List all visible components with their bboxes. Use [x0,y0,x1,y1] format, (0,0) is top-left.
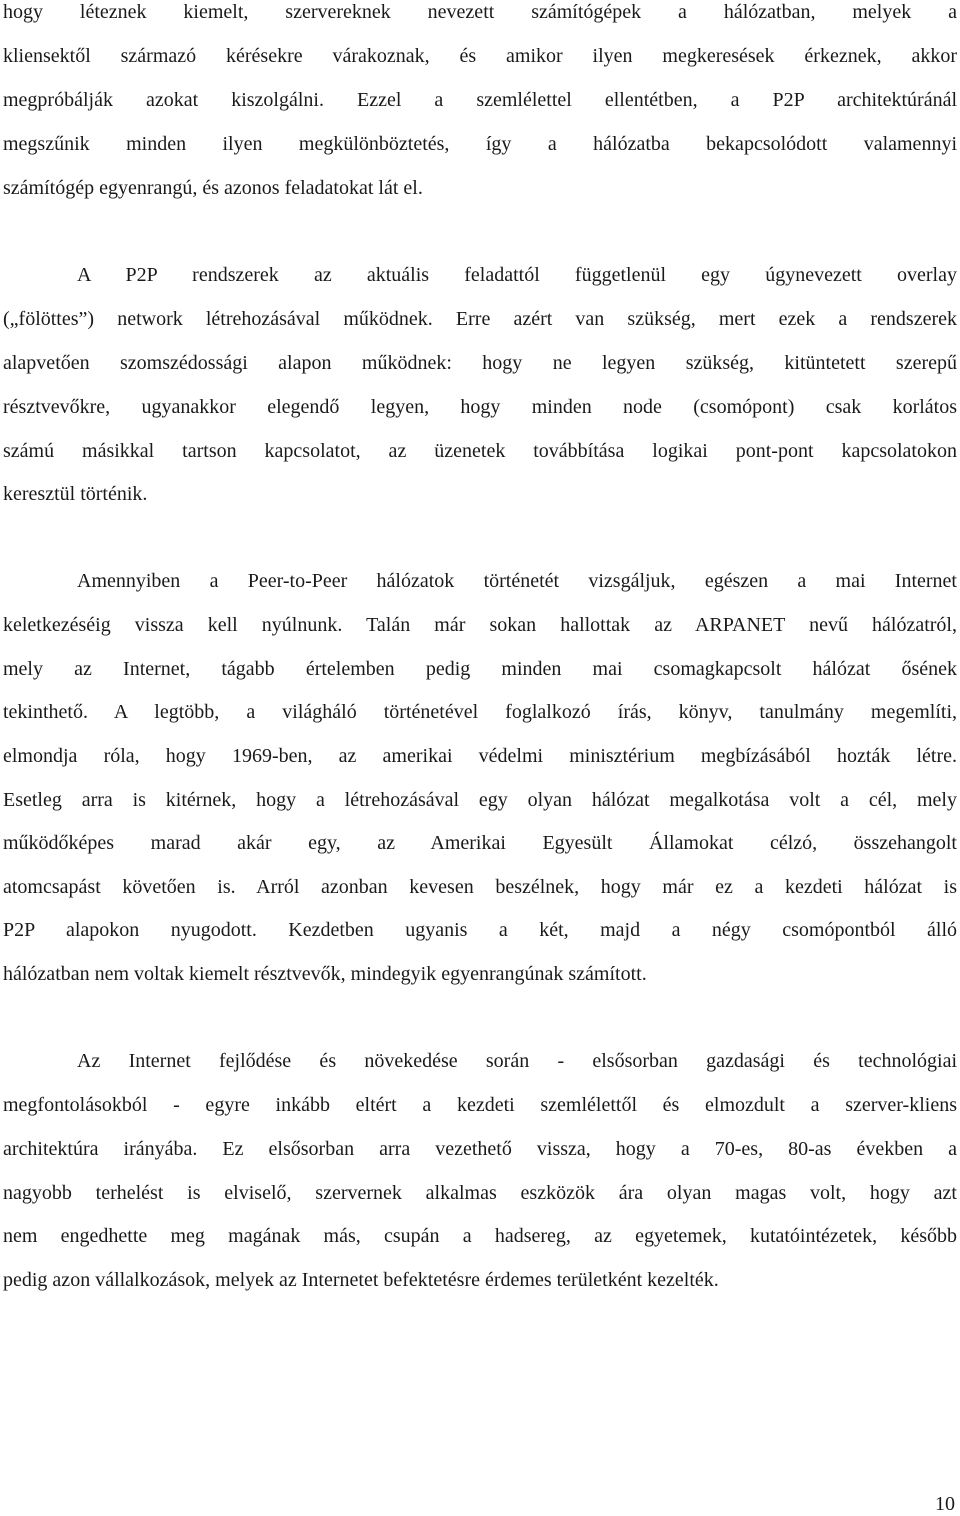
text-line: számú másikkal tartson kapcsolatot, az üzenetek továbbítása logikai pont-pont kapcsolatokon [3,440,957,462]
text-line: keletkezéséig vissza kell nyúlnunk. Talán már sokan hallottak az ARPANET nevű hálózatról, [3,614,957,636]
text-line: hálózatban nem voltak kiemelt résztvevők, mindegyik egyenrangúnak számított. [3,963,647,985]
text-line: kliensektől származó kérésekre várakoznak, és amikor ilyen megkeresések érkeznek, akkor [3,45,957,67]
text-line: működőképes marad akár egy, az Amerikai Egyesült Államokat célzó, összehangolt [3,832,957,854]
text-line: tekinthető. A legtöbb, a világháló történetével foglalkozó írás, könyv, tanulmány megemlíti, [3,701,957,723]
text-line: Esetleg arra is kitérnek, hogy a létrehozásával egy olyan hálózat megalkotása volt a cél, mely [3,789,957,811]
text-line: hogy léteznek kiemelt, szervereknek nevezett számítógépek a hálózatban, melyek a [3,1,957,23]
text-line: megpróbálják azokat kiszolgálni. Ezzel a szemlélettel ellentétben, a P2P architektúránál [3,89,957,111]
text-line: pedig azon vállalkozások, melyek az Internetet befektetésre érdemes területként kezelték. [3,1269,719,1291]
text-line: Amennyiben a Peer-to-Peer hálózatok történetét vizsgáljuk, egészen a mai Internet [77,570,957,592]
text-line: A P2P rendszerek az aktuális feladattól függetlenül egy úgynevezett overlay [77,264,957,286]
text-line: elmondja róla, hogy 1969-ben, az amerikai védelmi minisztérium megbízásából hozták létre. [3,745,957,767]
text-line: megfontolásokból - egyre inkább eltért a kezdeti szemlélettől és elmozdult a szerver-kliens [3,1094,957,1116]
text-line: résztvevőkre, ugyanakkor elegendő legyen, hogy minden node (csomópont) csak korlátos [3,396,957,418]
page-number: 10 [935,1493,955,1515]
text-line: P2P alapokon nyugodott. Kezdetben ugyanis a két, majd a négy csomópontból álló [3,919,957,941]
text-line: nagyobb terhelést is elviselő, szervernek alkalmas eszközök ára olyan magas volt, hogy azt [3,1182,957,1204]
text-line: Az Internet fejlődése és növekedése során - elsősorban gazdasági és technológiai [77,1050,957,1072]
text-line: mely az Internet, tágabb értelemben pedig minden mai csomagkapcsolt hálózat ősének [3,658,957,680]
text-line: („fölöttes”) network létrehozásával működnek. Erre azért van szükség, mert ezek a rendszerek [3,308,957,330]
text-line: megszűnik minden ilyen megkülönböztetés, így a hálózatba bekapcsolódott valamennyi [3,133,957,155]
text-line: számítógép egyenrangú, és azonos feladatokat lát el. [3,177,423,199]
text-line: alapvetően szomszédossági alapon működnek: hogy ne legyen szükség, kitüntetett szerepű [3,352,957,374]
text-line: atomcsapást követően is. Arról azonban kevesen beszélnek, hogy már ez a kezdeti hálózat is [3,876,957,898]
text-line: nem engedhette meg magának más, csupán a hadsereg, az egyetemek, kutatóintézetek, később [3,1225,957,1247]
text-line: architektúra irányába. Ez elsősorban arra vezethető vissza, hogy a 70-es, 80-as években a [3,1138,957,1160]
text-line: keresztül történik. [3,483,148,505]
